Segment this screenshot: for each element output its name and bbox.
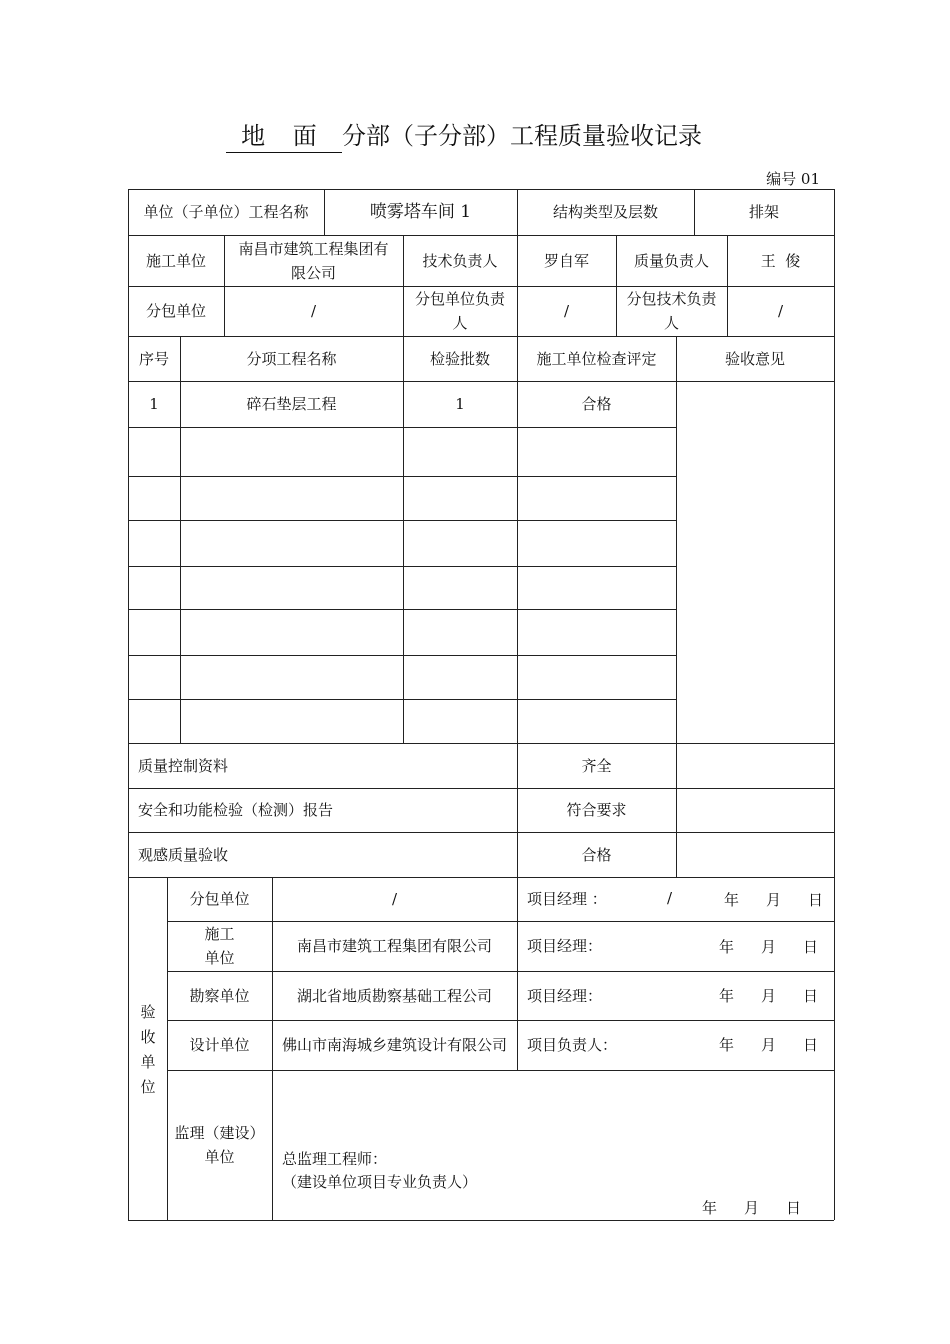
column-header: 施工单位检查评定 [536,349,657,368]
serial-value: 01 [800,170,820,188]
subcontractor-label: 分包单位 [145,302,206,320]
date-day: 日 [803,987,819,1005]
item-evaluation: 合格 [581,395,612,413]
column-header: 检验批数 [429,349,490,368]
supervisor-label [167,1070,272,1220]
date-month: 月 [761,1036,777,1054]
grid-line [128,1220,834,1221]
quality-lead-value: 王 俊 [760,251,801,270]
unit-role-extra: / [667,889,673,907]
check-value: 齐全 [581,756,612,775]
grid-line [128,476,676,477]
date-year: 年 [719,987,735,1005]
supervisor-label-text: 监理（建设）单位 [174,1124,265,1166]
grid-line [128,566,676,567]
grid-line [128,699,676,700]
column-header: 验收意见 [724,349,785,368]
grid-line [128,520,676,521]
check-value: 合格 [581,845,612,864]
grid-line [834,189,835,1220]
unit-label: 分包单位 [189,890,250,908]
date-year: 年 [719,938,735,956]
serial-label: 编号 [766,170,797,188]
supervisor-line1: 总监理工程师： [282,1150,388,1168]
sub-tech-value: / [777,302,784,320]
unit-name: 南昌市建筑工程集团有限公司 [296,937,492,955]
date-day: 日 [803,1036,819,1054]
unit-name: / [391,890,398,908]
subcontractor-value: / [310,302,317,320]
unit-role: 项目经理： [527,986,603,1005]
column-header: 分项工程名称 [246,349,337,368]
unit-name-text: 佛山市南海城乡建筑设计有限公司 [282,1036,508,1054]
date-month: 月 [744,1199,760,1217]
contractor-value: 南昌市建筑工程集团有限公司 [238,239,389,282]
sub-tech-label: 分包技术负责人 [626,290,717,332]
supervisor-line2: （建设单位项目专业负责人） [282,1173,478,1191]
unit-name [272,1020,517,1070]
structure-type-value: 排架 [748,203,779,221]
project-name-label: 单位（子单位）工程名称 [143,203,309,221]
date-year: 年 [702,1199,718,1217]
unit-role: 项目经理： [527,937,603,955]
unit-role: 项目经理 ： [527,890,607,908]
quality-lead-label: 质量负责人 [633,251,709,270]
item-no: 1 [149,395,159,413]
unit-label-text: 施工单位 [204,925,235,967]
check-label: 观感质量验收 [138,845,229,864]
item-name: 碎石垫层工程 [246,395,337,413]
sub-lead-value: / [563,302,570,320]
title-main: 分部（子分部）工程质量验收记录 [342,122,702,150]
grid-line [676,336,677,877]
check-label: 质量控制资料 [138,756,229,775]
title-subject: 地 面 [241,122,327,150]
unit-role: 项目负责人： [527,1036,618,1054]
tech-lead-label: 技术负责人 [422,251,498,270]
date-month: 月 [761,987,777,1005]
unit-label: 设计单位 [189,1036,250,1054]
grid-line [128,609,676,610]
grid-line [128,427,676,428]
date-day: 日 [786,1199,802,1217]
column-header: 序号 [138,349,169,368]
grid-line [128,655,676,656]
tech-lead-value: 罗自军 [543,251,589,270]
project-name-value: 喷雾塔车间 1 [369,202,472,222]
item-batches: 1 [455,395,465,413]
sub-lead-label: 分包单位负责人 [414,290,505,332]
date-month: 月 [761,938,777,956]
contractor-label: 施工单位 [145,251,206,270]
date-year: 年 [719,1036,735,1054]
date-month: 月 [766,891,782,909]
check-label: 安全和功能检验（检测）报告 [138,801,334,819]
date-year: 年 [724,891,740,909]
check-value: 符合要求 [566,801,627,819]
date-day: 日 [808,891,824,909]
acceptance-side-label: 验收单位 [140,1003,156,1096]
unit-label [167,921,272,971]
structure-type-label: 结构类型及层数 [552,203,658,221]
unit-name: 湖北省地质勘察基础工程公司 [296,986,492,1005]
date-day: 日 [803,938,819,956]
unit-label: 勘察单位 [189,986,250,1005]
